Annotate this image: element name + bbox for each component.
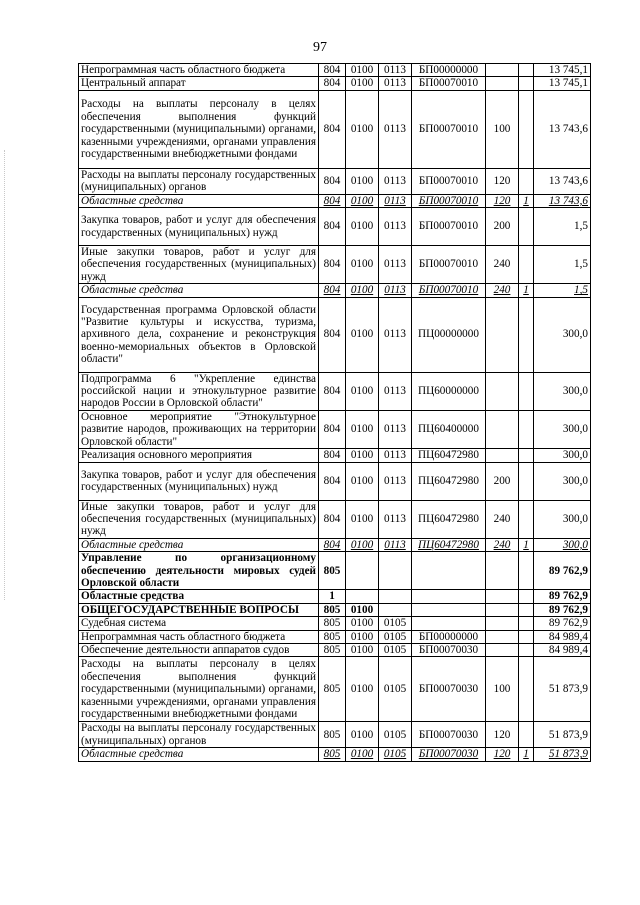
cell-gr: 1: [319, 590, 346, 603]
table-row: [79, 657, 591, 722]
cell-vr: 240: [486, 246, 519, 284]
cell-rz: 0100: [346, 208, 379, 246]
cell-vr: [486, 77, 519, 90]
cell-name: Непрограммная часть областного бюджета: [79, 630, 319, 643]
cell-pr: 0105: [379, 657, 412, 722]
cell-amount: 300,0: [534, 372, 591, 410]
cell-csr: ПЦ60472980: [412, 449, 486, 462]
cell-pr: 0105: [379, 630, 412, 643]
cell-vr: [486, 64, 519, 77]
cell-src: [519, 603, 534, 616]
cell-name: Государственная программа Орловской области "Развитие культуры и искусства, туризма, архивного дела, сохранение и реконструкция военно-мемориальных объектов в Орловской области": [79, 297, 319, 372]
table-row: [79, 246, 591, 284]
cell-rz: [346, 552, 379, 590]
cell-src: [519, 643, 534, 656]
cell-gr: 804: [319, 284, 346, 297]
cell-gr: 804: [319, 90, 346, 168]
cell-name: Закупка товаров, работ и услуг для обеспечения государственных (муниципальных) нужд: [79, 208, 319, 246]
cell-amount: 300,0: [534, 449, 591, 462]
cell-amount: 300,0: [534, 297, 591, 372]
table-row: [79, 449, 591, 462]
cell-csr: БП00070030: [412, 748, 486, 761]
cell-pr: [379, 590, 412, 603]
table-row: [79, 168, 591, 194]
cell-rz: 0100: [346, 643, 379, 656]
cell-gr: 804: [319, 64, 346, 77]
cell-csr: БП00070010: [412, 194, 486, 207]
cell-vr: 200: [486, 208, 519, 246]
cell-gr: 804: [319, 462, 346, 500]
table-row: [79, 748, 591, 761]
cell-vr: [486, 410, 519, 448]
cell-src: [519, 500, 534, 538]
cell-name: Непрограммная часть областного бюджета: [79, 64, 319, 77]
cell-src: [519, 77, 534, 90]
cell-name: ОБЩЕГОСУДАРСТВЕННЫЕ ВОПРОСЫ: [79, 603, 319, 616]
cell-name: Областные средства: [79, 590, 319, 603]
cell-pr: 0105: [379, 617, 412, 630]
cell-amount: 300,0: [534, 500, 591, 538]
margin-dots: [4, 150, 8, 600]
cell-vr: [486, 552, 519, 590]
cell-gr: 805: [319, 722, 346, 748]
cell-name: Основное мероприятие "Этнокультурное развитие народов, проживающих на территории Орловской области": [79, 410, 319, 448]
cell-rz: 0100: [346, 462, 379, 500]
table-row: [79, 590, 591, 603]
cell-amount: 13 745,1: [534, 77, 591, 90]
table-row: [79, 500, 591, 538]
cell-vr: 120: [486, 168, 519, 194]
table-row: [79, 617, 591, 630]
cell-rz: 0100: [346, 617, 379, 630]
cell-vr: [486, 643, 519, 656]
cell-csr: БП00070010: [412, 168, 486, 194]
cell-amount: 51 873,9: [534, 722, 591, 748]
cell-pr: 0113: [379, 297, 412, 372]
table-row: [79, 552, 591, 590]
table-row: [79, 194, 591, 207]
cell-name: Расходы на выплаты персоналу в целях обеспечения выполнения функций государственными (муниципальными) органами, казенными учреждениями, органами управления государственными внебюджетными фондами: [79, 657, 319, 722]
cell-gr: 805: [319, 552, 346, 590]
cell-gr: 804: [319, 77, 346, 90]
cell-csr: ПЦ60472980: [412, 538, 486, 551]
cell-gr: 805: [319, 643, 346, 656]
cell-gr: 804: [319, 246, 346, 284]
cell-name: Обеспечение деятельности аппаратов судов: [79, 643, 319, 656]
cell-gr: 804: [319, 372, 346, 410]
cell-gr: 804: [319, 500, 346, 538]
cell-name: Иные закупки товаров, работ и услуг для обеспечения государственных (муниципальных) нужд: [79, 500, 319, 538]
cell-rz: 0100: [346, 297, 379, 372]
cell-pr: 0113: [379, 410, 412, 448]
cell-csr: БП00000000: [412, 630, 486, 643]
cell-amount: 1,5: [534, 246, 591, 284]
cell-gr: 804: [319, 410, 346, 448]
table-row: [79, 297, 591, 372]
table-row: [79, 462, 591, 500]
cell-gr: 804: [319, 194, 346, 207]
cell-vr: 240: [486, 284, 519, 297]
cell-src: [519, 90, 534, 168]
cell-vr: [486, 630, 519, 643]
cell-pr: 0113: [379, 77, 412, 90]
cell-vr: [486, 372, 519, 410]
cell-pr: 0113: [379, 168, 412, 194]
cell-amount: 89 762,9: [534, 590, 591, 603]
cell-name: Областные средства: [79, 194, 319, 207]
table-row: [79, 410, 591, 448]
cell-csr: [412, 552, 486, 590]
cell-csr: БП00070010: [412, 208, 486, 246]
cell-amount: 13 745,1: [534, 64, 591, 77]
cell-rz: 0100: [346, 246, 379, 284]
cell-amount: 1,5: [534, 208, 591, 246]
cell-csr: ПЦ00000000: [412, 297, 486, 372]
cell-pr: 0105: [379, 643, 412, 656]
cell-amount: 89 762,9: [534, 552, 591, 590]
cell-amount: 300,0: [534, 538, 591, 551]
cell-csr: ПЦ60472980: [412, 500, 486, 538]
cell-csr: БП00000000: [412, 64, 486, 77]
cell-src: [519, 208, 534, 246]
cell-pr: 0105: [379, 722, 412, 748]
cell-amount: 89 762,9: [534, 603, 591, 616]
cell-csr: ПЦ60000000: [412, 372, 486, 410]
cell-csr: ПЦ60472980: [412, 462, 486, 500]
cell-rz: 0100: [346, 657, 379, 722]
table-row: [79, 284, 591, 297]
cell-amount: 84 989,4: [534, 630, 591, 643]
cell-vr: [486, 297, 519, 372]
cell-csr: [412, 590, 486, 603]
cell-gr: 805: [319, 630, 346, 643]
cell-src: [519, 449, 534, 462]
cell-vr: 240: [486, 538, 519, 551]
table-row: [79, 372, 591, 410]
cell-vr: 100: [486, 657, 519, 722]
cell-csr: [412, 603, 486, 616]
cell-vr: 200: [486, 462, 519, 500]
cell-rz: 0100: [346, 372, 379, 410]
table-row: [79, 722, 591, 748]
cell-name: Управление по организационному обеспечению деятельности мировых судей Орловской области: [79, 552, 319, 590]
cell-csr: БП00070030: [412, 657, 486, 722]
cell-rz: 0100: [346, 168, 379, 194]
cell-gr: 805: [319, 657, 346, 722]
cell-csr: БП00070010: [412, 284, 486, 297]
table-row: [79, 90, 591, 168]
cell-gr: 805: [319, 748, 346, 761]
cell-rz: 0100: [346, 77, 379, 90]
cell-amount: 89 762,9: [534, 617, 591, 630]
cell-csr: ПЦ60400000: [412, 410, 486, 448]
table-row: [79, 77, 591, 90]
cell-name: Судебная система: [79, 617, 319, 630]
cell-amount: 13 743,6: [534, 168, 591, 194]
cell-src: [519, 410, 534, 448]
cell-src: [519, 630, 534, 643]
cell-vr: 120: [486, 194, 519, 207]
cell-amount: 13 743,6: [534, 90, 591, 168]
cell-gr: 804: [319, 297, 346, 372]
cell-csr: БП00070030: [412, 643, 486, 656]
cell-amount: 51 873,9: [534, 657, 591, 722]
cell-csr: [412, 617, 486, 630]
cell-pr: 0113: [379, 64, 412, 77]
cell-pr: 0113: [379, 538, 412, 551]
cell-csr: БП00070010: [412, 77, 486, 90]
cell-name: Областные средства: [79, 748, 319, 761]
cell-name: Областные средства: [79, 538, 319, 551]
cell-vr: [486, 617, 519, 630]
cell-rz: 0100: [346, 630, 379, 643]
cell-pr: [379, 603, 412, 616]
cell-name: Реализация основного мероприятия: [79, 449, 319, 462]
cell-rz: 0100: [346, 538, 379, 551]
cell-name: Иные закупки товаров, работ и услуг для обеспечения государственных (муниципальных) нужд: [79, 246, 319, 284]
cell-amount: 300,0: [534, 462, 591, 500]
cell-src: [519, 168, 534, 194]
cell-vr: [486, 449, 519, 462]
cell-name: Центральный аппарат: [79, 77, 319, 90]
cell-src: [519, 462, 534, 500]
table-row: [79, 538, 591, 551]
cell-gr: 805: [319, 603, 346, 616]
cell-pr: 0113: [379, 90, 412, 168]
table-row: [79, 64, 591, 77]
cell-src: [519, 246, 534, 284]
cell-vr: [486, 590, 519, 603]
cell-rz: 0100: [346, 410, 379, 448]
cell-amount: 13 743,6: [534, 194, 591, 207]
cell-csr: БП00070010: [412, 246, 486, 284]
table-row: [79, 208, 591, 246]
cell-src: 1: [519, 194, 534, 207]
cell-rz: 0100: [346, 64, 379, 77]
table-row: [79, 643, 591, 656]
cell-src: [519, 372, 534, 410]
cell-name: Расходы на выплаты персоналу государственных (муниципальных) органов: [79, 168, 319, 194]
cell-pr: 0105: [379, 748, 412, 761]
cell-rz: 0100: [346, 194, 379, 207]
cell-src: [519, 657, 534, 722]
cell-name: Расходы на выплаты персоналу в целях обеспечения выполнения функций государственными (муниципальными) органами, казенными учреждениями, органами управления государственными внебюджетными фондами: [79, 90, 319, 168]
cell-vr: 240: [486, 500, 519, 538]
cell-csr: БП00070010: [412, 90, 486, 168]
cell-rz: 0100: [346, 500, 379, 538]
cell-amount: 1,5: [534, 284, 591, 297]
table-row: [79, 603, 591, 616]
cell-gr: 804: [319, 168, 346, 194]
cell-src: [519, 552, 534, 590]
cell-gr: 805: [319, 617, 346, 630]
cell-gr: 804: [319, 449, 346, 462]
cell-pr: 0113: [379, 194, 412, 207]
cell-rz: 0100: [346, 90, 379, 168]
cell-rz: 0100: [346, 748, 379, 761]
cell-rz: 0100: [346, 603, 379, 616]
cell-amount: 84 989,4: [534, 643, 591, 656]
cell-amount: 51 873,9: [534, 748, 591, 761]
cell-gr: 804: [319, 538, 346, 551]
table-row: [79, 630, 591, 643]
cell-pr: 0113: [379, 449, 412, 462]
cell-src: [519, 297, 534, 372]
cell-src: 1: [519, 538, 534, 551]
page-number: 97: [313, 40, 327, 55]
cell-src: [519, 590, 534, 603]
cell-amount: 300,0: [534, 410, 591, 448]
cell-name: Расходы на выплаты персоналу государственных (муниципальных) органов: [79, 722, 319, 748]
cell-src: 1: [519, 748, 534, 761]
cell-src: [519, 617, 534, 630]
cell-rz: 0100: [346, 284, 379, 297]
cell-name: Подпрограмма 6 "Укрепление единства российской нации и этнокультурное развитие народов России в Орловской области": [79, 372, 319, 410]
cell-name: Областные средства: [79, 284, 319, 297]
cell-rz: 0100: [346, 722, 379, 748]
cell-pr: 0113: [379, 284, 412, 297]
cell-pr: 0113: [379, 246, 412, 284]
cell-src: 1: [519, 284, 534, 297]
cell-csr: БП00070030: [412, 722, 486, 748]
cell-src: [519, 722, 534, 748]
cell-vr: 100: [486, 90, 519, 168]
cell-rz: [346, 590, 379, 603]
cell-vr: [486, 603, 519, 616]
cell-pr: [379, 552, 412, 590]
cell-name: Закупка товаров, работ и услуг для обеспечения государственных (муниципальных) нужд: [79, 462, 319, 500]
cell-vr: 120: [486, 722, 519, 748]
budget-table: [78, 63, 591, 762]
cell-pr: 0113: [379, 500, 412, 538]
cell-gr: 804: [319, 208, 346, 246]
cell-pr: 0113: [379, 208, 412, 246]
cell-vr: 120: [486, 748, 519, 761]
cell-pr: 0113: [379, 372, 412, 410]
cell-rz: 0100: [346, 449, 379, 462]
cell-src: [519, 64, 534, 77]
cell-pr: 0113: [379, 462, 412, 500]
